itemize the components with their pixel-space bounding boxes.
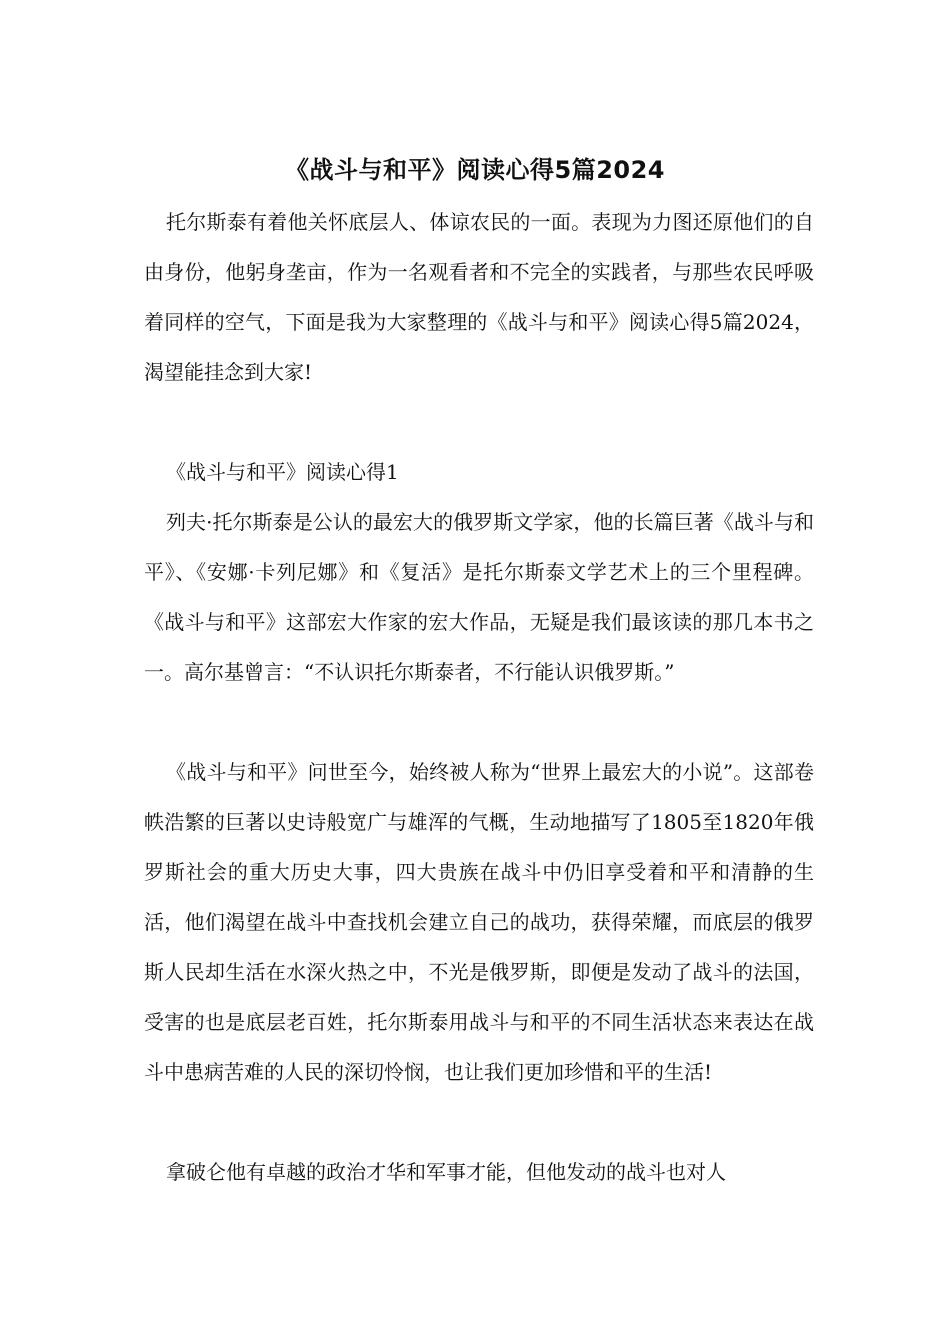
section-heading: 《战斗与和平》阅读心得1 xyxy=(166,460,399,484)
body-paragraph-3: 拿破仑他有卓越的政治才华和军事才能，但他发动的战斗也对人 xyxy=(166,1160,726,1184)
document-title: 《战斗与和平》阅读心得5篇2024 xyxy=(285,156,665,184)
body-paragraph-2: 《战斗与和平》问世至今，始终被人称为“世界上最宏大的小说”。这部卷帙浩繁的巨著以史诗般宽广与雄浑的气概，生动地描写了1805至1820年俄罗斯社会的重大历史大事，四大贵族在战斗中仍旧享受着和平和清静的生活，他们渴望在战斗中查找机会建立自己的战功，获得荣耀，而底层的俄罗斯人民却生活在水深火热之中，不光是俄罗斯，即便是发动了战斗的法国，受害的也是底层老百姓，托尔斯泰用战斗与和平的不同生活状态来表达在战斗中患病苦难的人民的深切怜悯，也让我们更加珍惜和平的生活! xyxy=(144,760,814,1084)
intro-paragraph: 托尔斯泰有着他关怀底层人、体谅农民的一面。表现为力图还原他们的自由身份，他躬身垄亩，作为一名观看者和不完全的实践者，与那些农民呼吸着同样的空气，下面是我为大家整理的《战斗与和平》阅读心得5篇2024，渴望能挂念到大家! xyxy=(144,210,814,384)
body-paragraph-1: 列夫·托尔斯泰是公认的最宏大的俄罗斯文学家，他的长篇巨著《战斗与和平》、《安娜·卡列尼娜》和《复活》是托尔斯泰文学艺术上的三个里程碑。《战斗与和平》这部宏大作家的宏大作品，无疑是我们最该读的那几本书之一。高尔基曾言：“不认识托尔斯泰者，不行能认识俄罗斯。” xyxy=(144,510,814,684)
